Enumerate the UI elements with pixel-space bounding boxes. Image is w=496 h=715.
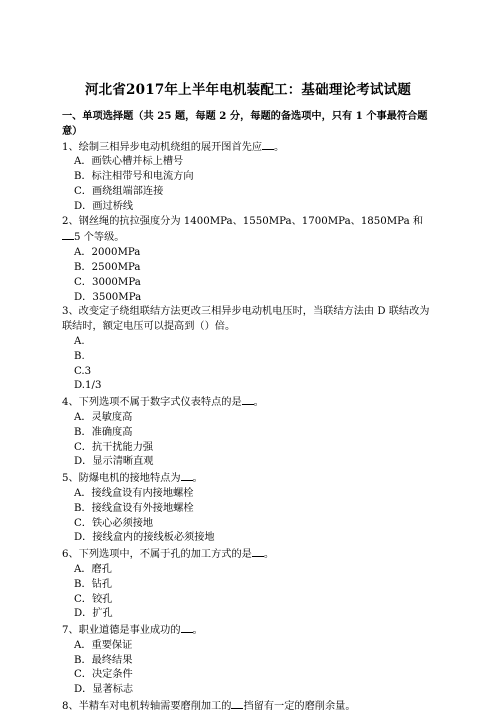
answer-option: A. (74, 335, 85, 347)
answer-option: A．灵敏度高 (74, 411, 133, 423)
answer-option: C.3 (74, 365, 92, 377)
answer-blank (181, 470, 193, 481)
question-text: 8、半精车对电机转轴需要磨削加工的 (62, 701, 232, 713)
answer-option: B．钻孔 (74, 578, 113, 590)
answer-option: A．画铁心槽并标上槽号 (74, 156, 184, 168)
answer-option: A．接线盒设有内接地螺栓 (74, 487, 194, 499)
question-stem (62, 470, 434, 487)
question-text-tail: 挡留有一定的磨削余量。 (243, 701, 356, 713)
answer-option: A．磨孔 (74, 563, 112, 575)
question-stem (62, 139, 434, 156)
question-stem (62, 394, 434, 411)
question-stem (62, 698, 434, 715)
answer-option: A．2000MPa (74, 247, 141, 259)
question-text-tail: 。 (253, 397, 264, 409)
question-text: 5、防爆电机的接地特点为 (62, 473, 181, 485)
answer-option: D．3500MPa (74, 291, 142, 303)
answer-option: D．画过桥线 (74, 200, 134, 212)
answer-option: C．铰孔 (74, 593, 113, 605)
question-stem (62, 622, 434, 639)
answer-option: B．最终结果 (74, 654, 133, 666)
question-text-tail: 。 (274, 141, 285, 153)
answer-option: D．扩孔 (74, 608, 113, 620)
answer-option: C．画绕组端部连接 (74, 185, 164, 197)
answer-option: D．显著标志 (74, 684, 134, 696)
answer-blank (231, 698, 243, 709)
answer-blank (62, 229, 74, 240)
question-text: 2、钢丝绳的抗拉强度分为 1400MPa、1550MPa、1700MPa、1850MPa 和 (62, 215, 424, 227)
question-text: 4、下列选项不属于数字式仪表特点的是 (62, 397, 242, 409)
question-text: 7、职业道德是事业成功的 (62, 625, 181, 637)
answer-blank (181, 622, 193, 633)
answer-blank (252, 546, 264, 557)
answer-option: D.1/3 (74, 380, 102, 392)
document-title: 河北省2017年上半年电机装配工：基础理论考试试题 (84, 82, 412, 98)
question-stem (62, 546, 434, 563)
answer-option: B．接线盒设有外接地螺栓 (74, 502, 194, 514)
question-text: 1、绘制三相异步电动机绕组的展开图首先应 (62, 141, 263, 153)
answer-option: C．铁心必须接地 (74, 517, 154, 529)
question-stem (62, 305, 434, 335)
question-text: 3、改变定子绕组联结方法更改三相异步电动机电压时，当联结方法由 D 联结改为联结时，额定电压可以提高到（）倍。 (62, 306, 430, 333)
question-list (62, 139, 434, 715)
answer-option: A．重要保证 (74, 639, 133, 651)
answer-option: B．准确度高 (74, 426, 133, 438)
answer-blank (262, 139, 274, 150)
answer-option: B．2500MPa (74, 261, 141, 273)
question-stem (62, 215, 434, 247)
answer-option: C．抗干扰能力强 (74, 441, 154, 453)
question-text-tail: 。 (192, 473, 203, 485)
question-text-tail: 。 (263, 549, 275, 561)
document-body (62, 109, 434, 715)
answer-option: D．接线盒内的接线板必须接地 (74, 532, 215, 544)
question-text: 6、下列选项中，不属于孔的加工方式的是 (62, 549, 252, 561)
answer-option: C．决定条件 (74, 669, 133, 681)
answer-option: D．显示清晰直观 (74, 456, 154, 468)
answer-option: B. (74, 350, 85, 362)
answer-option: C．3000MPa (74, 276, 141, 288)
section-heading: 一、单项选择题（共 25 题，每题 2 分，每题的备选项中，只有 1 个事最符合题意） (62, 110, 428, 137)
answer-blank (242, 394, 254, 405)
question-text-tail: 。 (192, 625, 203, 637)
question-text-tail: 5 个等级。 (74, 232, 125, 244)
answer-option: B．标注相带号和电流方向 (74, 171, 194, 183)
